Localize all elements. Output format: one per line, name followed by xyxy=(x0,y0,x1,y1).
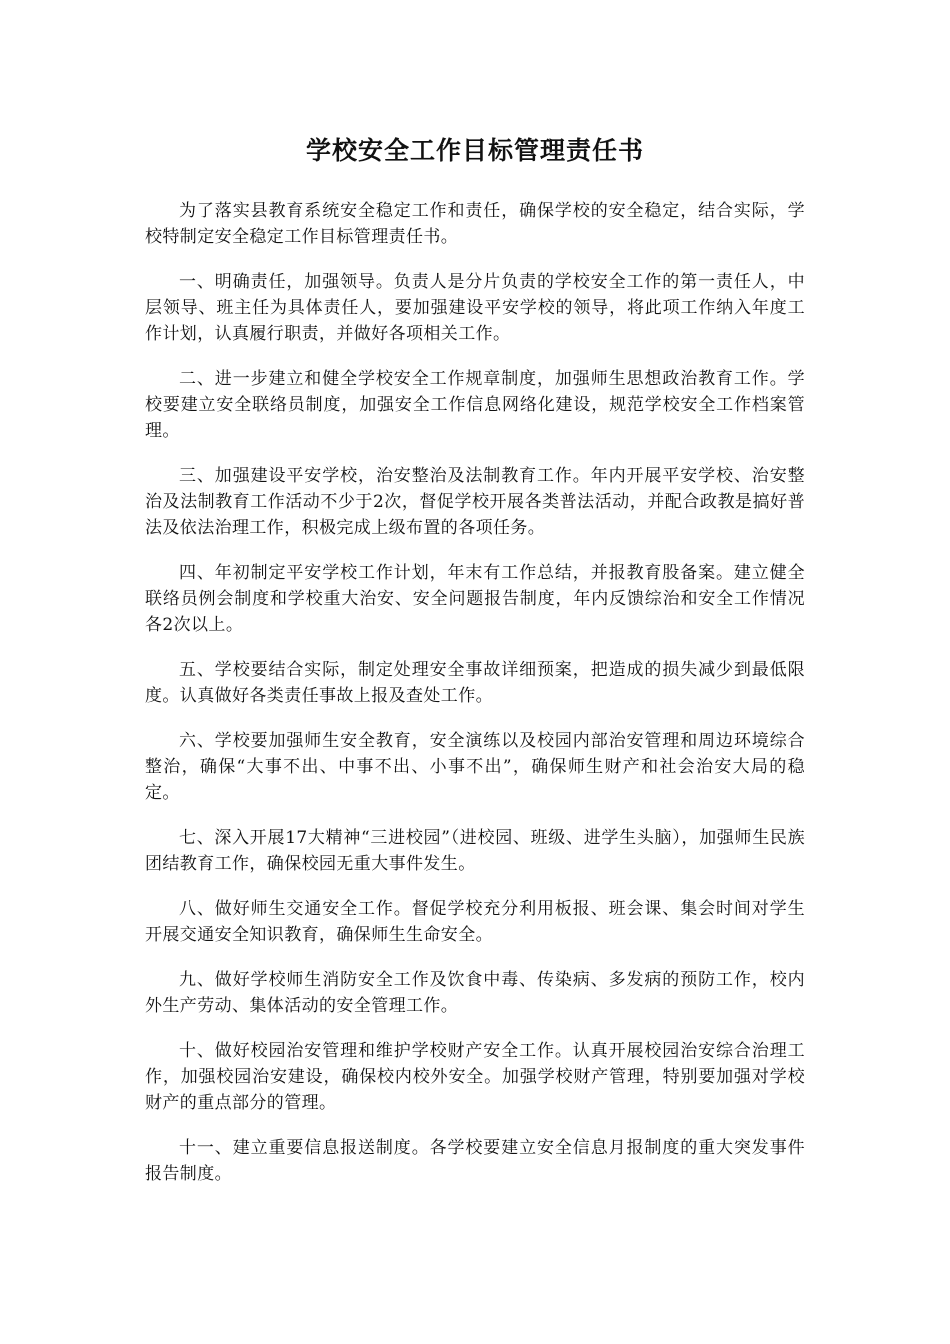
paragraph-item-6: 六、学校要加强师生安全教育，安全演练以及校园内部治安管理和周边环境综合整治，确保“大事不出、中事不出、小事不出”，确保师生财产和社会治安大局的稳定。 xyxy=(145,731,805,803)
paragraph-item-8: 八、做好师生交通安全工作。督促学校充分利用板报、班会课、集会时间对学生开展交通安全知识教育，确保师生生命安全。 xyxy=(145,899,805,945)
paragraph-item-9: 九、做好学校师生消防安全工作及饮食中毒、传染病、多发病的预防工作，校内外生产劳动、集体活动的安全管理工作。 xyxy=(145,970,805,1016)
paragraph-item-3: 三、加强建设平安学校，治安整治及法制教育工作。年内开展平安学校、治安整治及法制教育工作活动不少于2次，督促学校开展各类普法活动，并配合政教是搞好普法及依法治理工作，积极完成上级布置的各项任务。 xyxy=(145,466,805,538)
paragraph-item-2: 二、进一步建立和健全学校安全工作规章制度，加强师生思想政治教育工作。学校要建立安全联络员制度，加强安全工作信息网络化建设，规范学校安全工作档案管理。 xyxy=(145,369,805,441)
paragraph-item-11: 十一、建立重要信息报送制度。各学校要建立安全信息月报制度的重大突发事件报告制度。 xyxy=(145,1138,805,1184)
paragraph-item-1: 一、明确责任，加强领导。负责人是分片负责的学校安全工作的第一责任人，中层领导、班主任为具体责任人，要加强建设平安学校的领导，将此项工作纳入年度工作计划，认真履行职责，并做好各项相关工作。 xyxy=(145,272,805,344)
paragraph-item-10: 十、做好校园治安管理和维护学校财产安全工作。认真开展校园治安综合治理工作，加强校园治安建设，确保校内校外安全。加强学校财产管理，特别要加强对学校财产的重点部分的管理。 xyxy=(145,1041,805,1113)
paragraph-intro: 为了落实县教育系统安全稳定工作和责任，确保学校的安全稳定，结合实际，学校特制定安全稳定工作目标管理责任书。 xyxy=(145,201,805,247)
document-title: 学校安全工作目标管理责任书 xyxy=(305,136,644,165)
document-body xyxy=(145,198,805,1206)
paragraph-item-4: 四、年初制定平安学校工作计划，年末有工作总结，并报教育股备案。建立健全联络员例会制度和学校重大治安、安全问题报告制度，年内反馈综治和安全工作情况各2次以上。 xyxy=(145,563,805,635)
paragraph-item-7: 七、深入开展17大精神“三进校园”（进校园、班级、进学生头脑），加强师生民族团结教育工作，确保校园无重大事件发生。 xyxy=(145,828,805,874)
paragraph-item-5: 五、学校要结合实际，制定处理安全事故详细预案，把造成的损失减少到最低限度。认真做好各类责任事故上报及查处工作。 xyxy=(145,660,805,706)
